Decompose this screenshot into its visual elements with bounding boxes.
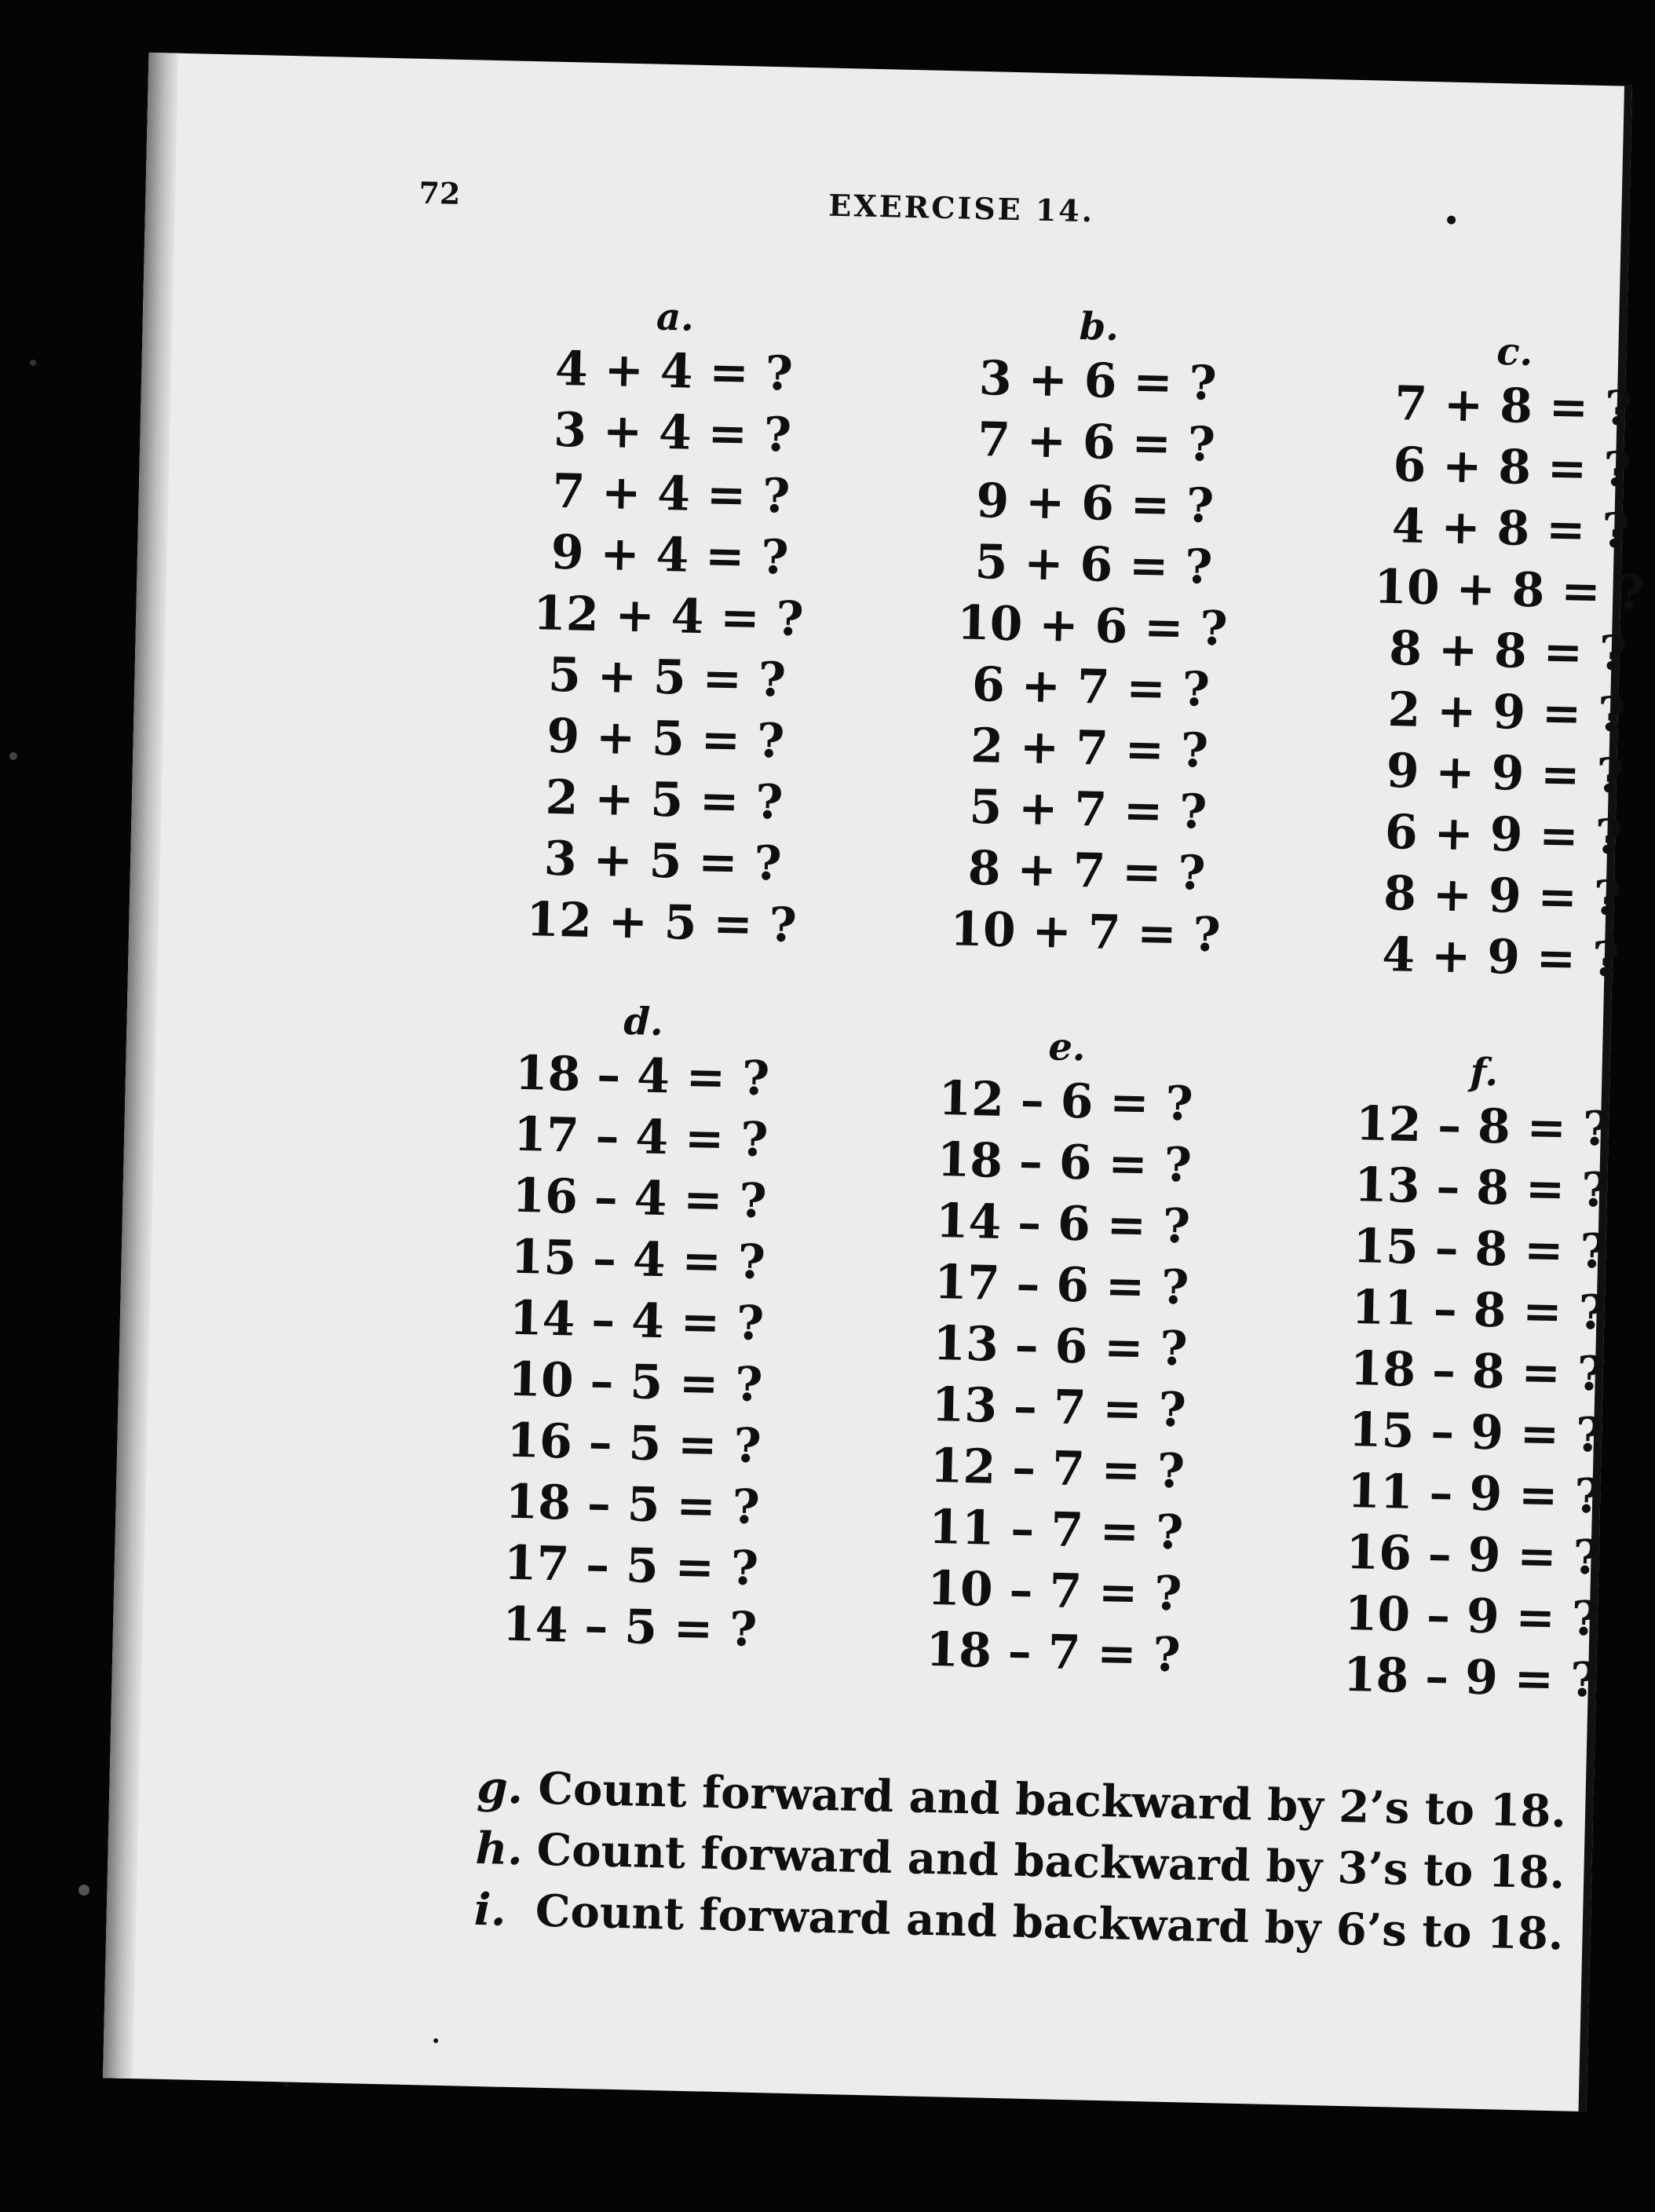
ink-speck [433,2038,438,2043]
problem: 15 – 8 = ? [1352,1219,1609,1280]
problem: 7 + 6 = ? [977,411,1216,473]
problem: 13 – 7 = ? [930,1377,1187,1439]
problem: 12 + 4 = ? [532,586,805,647]
problem: 9 + 9 = ? [1385,743,1625,804]
problem: 14 – 6 = ? [935,1194,1191,1255]
task-letter: h. [474,1822,524,1876]
problem: 4 + 9 = ? [1381,927,1620,988]
problem-list [480,1042,792,1661]
problem: 18 – 7 = ? [925,1622,1182,1684]
problem: 14 – 5 = ? [502,1596,758,1658]
problem: 10 + 7 = ? [949,901,1222,963]
column-f [1321,1046,1634,1712]
problem: 18 – 9 = ? [1343,1647,1598,1709]
margin-speck [9,752,17,760]
problem: 10 – 5 = ? [507,1351,764,1413]
problem: 17 – 6 = ? [933,1255,1190,1316]
problem: 16 – 9 = ? [1345,1524,1602,1586]
problem: 18 – 8 = ? [1349,1341,1606,1402]
problem: 12 – 7 = ? [930,1438,1186,1500]
problem: 7 + 8 = ? [1394,376,1633,437]
problem-list [904,1067,1216,1686]
column-label: f. [1470,1050,1499,1095]
margin-speck [79,1885,90,1896]
task-text: Count forward and backward by 3’s to 18. [535,1823,1565,1899]
problem: 4 + 8 = ? [1391,498,1631,559]
problem: 12 + 5 = ? [525,892,798,953]
column-label: a. [656,294,695,340]
task-text: Count forward and backward by 2’s to 18. [537,1762,1567,1838]
book-page [103,53,1646,2111]
exercise-title: EXERCISE 14. [828,187,1095,229]
ink-dot [1447,215,1456,224]
column-b [936,300,1249,966]
problem: 6 + 9 = ? [1384,804,1624,865]
problem: 2 + 7 = ? [970,718,1209,779]
column-c [1351,325,1655,991]
problem: 3 + 6 = ? [978,350,1218,411]
problem: 13 – 6 = ? [932,1315,1189,1377]
problem: 17 – 4 = ? [513,1106,769,1168]
problem: 15 – 9 = ? [1348,1402,1604,1464]
problem: 11 – 7 = ? [928,1499,1184,1561]
problem: 14 – 4 = ? [509,1290,765,1352]
margin-speck [30,360,36,366]
page-gutter-shadow [103,53,179,2079]
problem: 6 + 7 = ? [971,656,1211,718]
problem: 9 + 5 = ? [546,708,785,770]
problem: 5 + 5 = ? [547,647,787,708]
problem: 4 + 4 = ? [554,341,794,402]
task-letter: g. [476,1760,524,1815]
problem: 18 – 5 = ? [504,1474,761,1536]
problem-list [936,347,1248,966]
problem-list [1351,372,1655,991]
column-label: e. [1047,1025,1087,1070]
problem: 10 – 9 = ? [1343,1585,1600,1647]
problem: 9 + 4 = ? [550,525,790,586]
problem: 18 – 4 = ? [514,1045,770,1107]
problem: 5 + 6 = ? [974,534,1214,595]
problem: 8 + 9 = ? [1383,865,1622,927]
problem: 10 – 7 = ? [926,1560,1183,1622]
problem: 6 + 8 = ? [1392,437,1632,498]
problem: 2 + 9 = ? [1386,682,1627,743]
problem: 11 – 9 = ? [1346,1464,1603,1525]
problem: 10 + 8 = ? [1373,559,1646,621]
ink-speck [283,2082,289,2087]
problem: 3 + 4 = ? [553,402,792,463]
problem: 8 + 8 = ? [1388,620,1628,682]
problem: 18 – 6 = ? [936,1132,1193,1194]
problem: 12 – 8 = ? [1355,1096,1611,1157]
problem: 16 – 4 = ? [511,1168,768,1230]
problem: 2 + 5 = ? [544,770,784,831]
column-label: b. [1079,304,1120,350]
problem: 9 + 6 = ? [975,473,1215,534]
problem: 16 – 5 = ? [506,1413,762,1475]
column-e [904,1020,1217,1686]
problem: 12 – 6 = ? [937,1071,1194,1132]
problem: 8 + 7 = ? [967,840,1207,901]
column-d [480,995,793,1661]
problem-list [512,338,824,956]
column-a [512,291,825,956]
problem: 15 – 4 = ? [510,1229,766,1291]
counting-tasks [473,1757,1567,1963]
problem: 17 – 5 = ? [503,1535,759,1596]
column-label: c. [1496,329,1533,375]
problem-list [1321,1092,1633,1711]
problem: 7 + 4 = ? [551,463,791,525]
column-label: d. [623,999,664,1045]
page-number: 72 [418,174,461,211]
problem: 13 – 8 = ? [1354,1157,1610,1219]
task-text: Count forward and backward by 6’s to 18. [535,1885,1565,1961]
problem: 10 + 6 = ? [956,595,1229,657]
problem: 3 + 5 = ? [543,831,783,892]
problem: 5 + 7 = ? [968,779,1208,840]
problem: 11 – 8 = ? [1350,1280,1607,1341]
task-letter: i. [473,1883,507,1936]
